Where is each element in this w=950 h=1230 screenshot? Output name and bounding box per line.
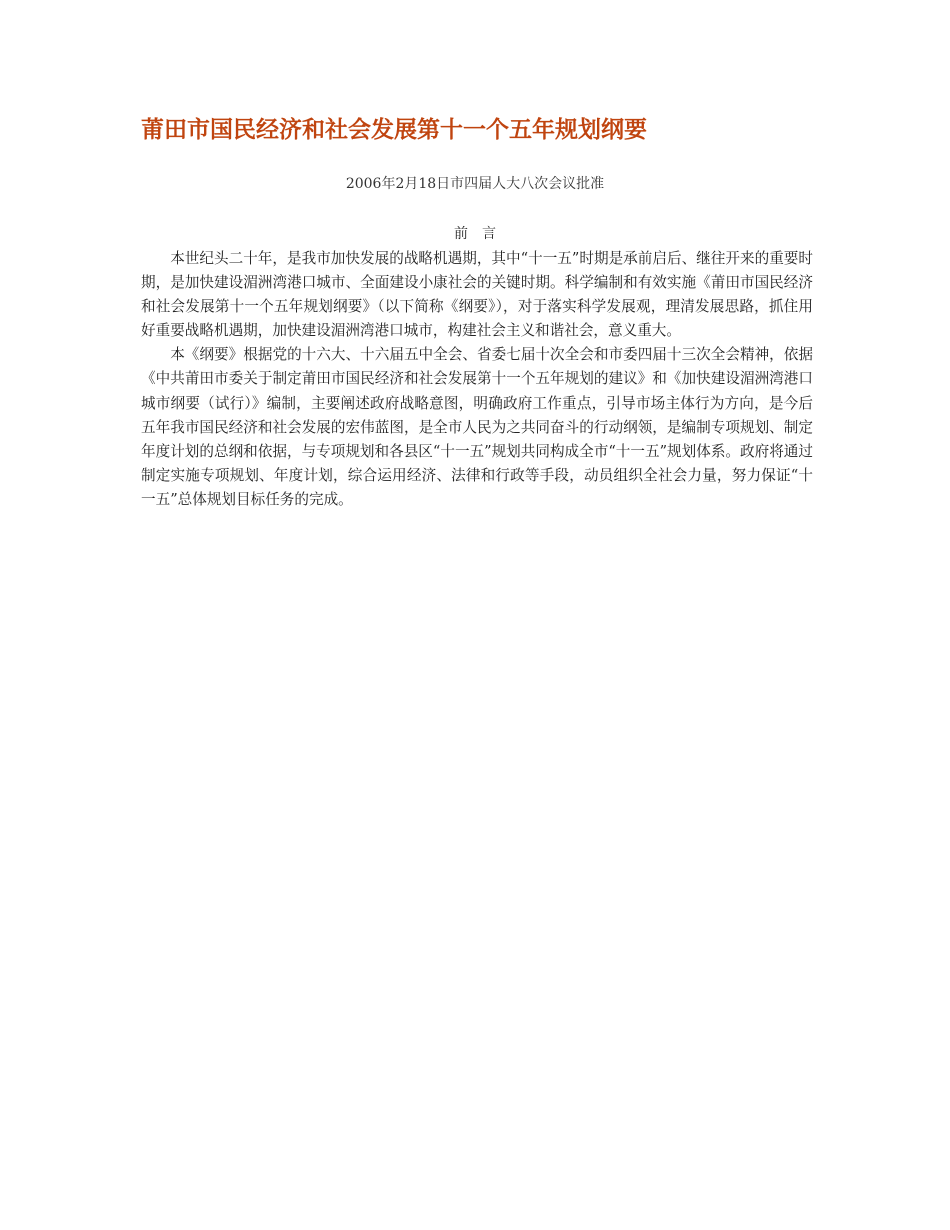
- document-title: 莆田市国民经济和社会发展第十一个五年规划纲要: [141, 117, 647, 143]
- approval-note: 2006年2月18日市四届人大八次会议批准: [345, 176, 605, 192]
- section-heading-preface: 前 言: [454, 226, 496, 242]
- paragraph-2: 本《纲要》根据党的十六大、十六届五中全会、省委七届十次全会和市委四届十三次全会精神，依据《中共莆田市委关于制定莆田市国民经济和社会发展第十一个五年规划的建议》和《加快建设湄洲湾港口城市纲要（试行）》编制，主要阐述政府战略意图，明确政府工作重点，引导市场主体行为方向，是今后五年我市国民经济和社会发展的宏伟蓝图，是全市人民为之共同奋斗的行动纲领，是编制专项规划、制定年度计划的总纲和依据，与专项规划和各县区“十一五”规划共同构成全市“十一五”规划体系。政府将通过制定实施专项规划、年度计划，综合运用经济、法律和行政等手段，动员组织全社会力量，努力保证“十一五”总体规划目标任务的完成。: [141, 346, 813, 508]
- document-body: [141, 247, 813, 512]
- paragraph-1: 本世纪头二十年，是我市加快发展的战略机遇期，其中“十一五”时期是承前启后、继往开来的重要时期，是加快建设湄洲湾港口城市、全面建设小康社会的关键时期。科学编制和有效实施《莆田市国民经济和社会发展第十一个五年规划纲要》（以下简称《纲要》），对于落实科学发展观，理清发展思路，抓住用好重要战略机遇期，加快建设湄洲湾港口城市，构建社会主义和谐社会，意义重大。: [141, 250, 813, 340]
